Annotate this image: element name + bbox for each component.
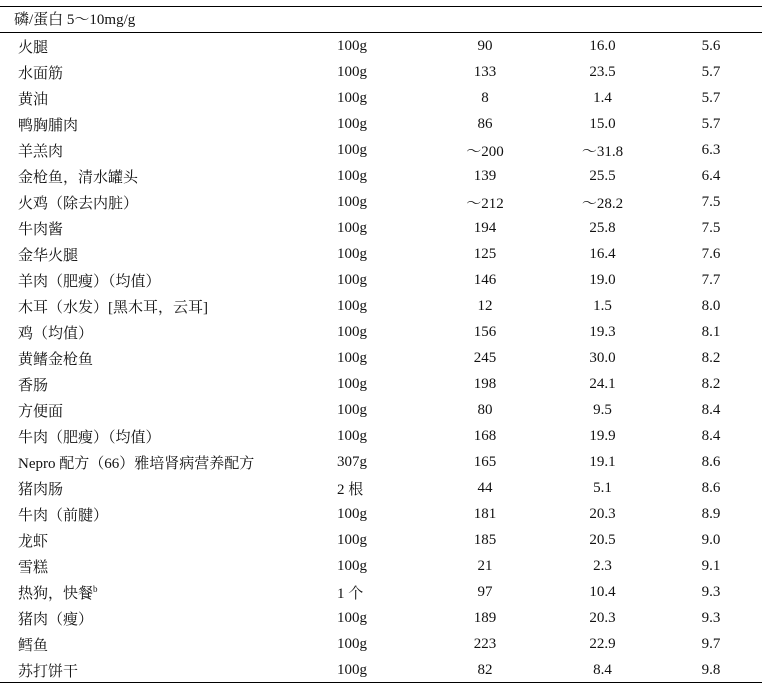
section-header: 磷/蛋白 5～10mg/g (14, 12, 136, 28)
ratio-cell-text: 8.2 (701, 349, 721, 366)
serving-cell-text: 100g (337, 63, 367, 80)
table-row (0, 397, 762, 423)
phosphorus-cell (425, 553, 545, 579)
phosphorus-cell-text: 133 (473, 63, 497, 80)
ratio-cell (660, 267, 762, 293)
phosphorus-cell (425, 241, 545, 267)
phosphorus-cell-text: 245 (473, 349, 497, 366)
food-name-cell (0, 475, 323, 501)
ratio-cell (660, 33, 762, 59)
table-row (0, 657, 762, 683)
serving-cell-text: 100g (337, 427, 367, 444)
table-row (0, 605, 762, 631)
protein-cell-text: 9.5 (593, 401, 612, 418)
food-name-cell-text: 水面筋 (18, 65, 64, 82)
protein-cell-text: 19.0 (589, 271, 616, 288)
phosphorus-cell (425, 657, 545, 683)
food-name-cell-text: 方便面 (18, 403, 64, 420)
ratio-cell (660, 631, 762, 657)
protein-cell-text: ～28.2 (581, 195, 624, 212)
protein-cell (545, 267, 660, 293)
serving-cell (323, 605, 425, 631)
serving-cell (323, 241, 425, 267)
phosphorus-cell-text: 181 (473, 505, 497, 522)
serving-cell (323, 215, 425, 241)
protein-cell (545, 449, 660, 475)
serving-cell-text: 100g (337, 375, 367, 392)
food-name-cell-text: 金华火腿 (18, 247, 79, 264)
protein-cell-text: 19.9 (589, 427, 616, 444)
phosphorus-cell (425, 579, 545, 605)
serving-cell (323, 163, 425, 189)
serving-cell (323, 345, 425, 371)
serving-cell (323, 371, 425, 397)
serving-cell (323, 293, 425, 319)
food-name-cell-text: 鳕鱼 (18, 637, 49, 654)
ratio-cell (660, 293, 762, 319)
ratio-cell (660, 189, 762, 215)
food-name-cell-text: 牛肉酱 (18, 221, 64, 238)
food-name-cell-text: 火腿 (18, 39, 49, 56)
ratio-cell-text: 9.1 (701, 557, 721, 574)
food-name-cell (0, 59, 323, 85)
phosphorus-cell (425, 293, 545, 319)
protein-cell-text: ～31.8 (581, 143, 624, 160)
ratio-cell-text: 9.7 (701, 635, 721, 652)
ratio-cell-text: 5.7 (701, 115, 721, 132)
protein-cell (545, 319, 660, 345)
ratio-cell-text: 8.9 (701, 505, 721, 522)
serving-cell-text: 1 个 (337, 585, 364, 602)
table-row (0, 475, 762, 501)
phosphorus-cell-text: ～200 (466, 143, 504, 160)
protein-cell (545, 111, 660, 137)
serving-cell-text: 100g (337, 531, 367, 548)
serving-cell (323, 475, 425, 501)
ratio-cell (660, 657, 762, 683)
serving-cell-text: 100g (337, 661, 367, 678)
protein-cell-text: 1.5 (593, 297, 612, 314)
ratio-cell-text: 8.2 (701, 375, 721, 392)
ratio-cell (660, 501, 762, 527)
ratio-cell-text: 5.7 (701, 63, 721, 80)
serving-cell (323, 33, 425, 59)
protein-cell (545, 553, 660, 579)
serving-cell-text: 100g (337, 245, 367, 262)
protein-cell-text: 8.4 (593, 661, 612, 678)
serving-cell-text: 307g (337, 453, 367, 470)
food-name-cell-text: 香肠 (18, 377, 49, 394)
table-row (0, 33, 762, 59)
protein-cell (545, 579, 660, 605)
serving-cell-text: 100g (337, 115, 367, 132)
phosphorus-cell (425, 59, 545, 85)
protein-cell-text: 19.1 (589, 453, 616, 470)
protein-cell (545, 293, 660, 319)
serving-cell (323, 449, 425, 475)
serving-cell (323, 527, 425, 553)
food-name-cell (0, 605, 323, 631)
food-name-cell (0, 501, 323, 527)
serving-cell-text: 100g (337, 323, 367, 340)
phosphorus-cell-text: 86 (477, 115, 493, 132)
food-name-cell-text: 猪肉肠 (18, 481, 64, 498)
phosphorus-cell (425, 85, 545, 111)
table-row (0, 579, 762, 605)
protein-cell (545, 475, 660, 501)
serving-cell (323, 189, 425, 215)
table-row (0, 85, 762, 111)
serving-cell-text: 100g (337, 635, 367, 652)
phosphorus-cell-text: 44 (477, 479, 493, 496)
food-name-cell-text: 龙虾 (18, 533, 49, 550)
protein-cell-text: 10.4 (589, 583, 616, 600)
ratio-cell (660, 85, 762, 111)
serving-cell-text: 100g (337, 271, 367, 288)
protein-cell (545, 241, 660, 267)
serving-cell-text: 100g (337, 557, 367, 574)
table-row (0, 163, 762, 189)
table-top-rule (0, 6, 762, 7)
protein-cell-text: 1.4 (593, 89, 612, 106)
ratio-cell (660, 215, 762, 241)
serving-cell-text: 100g (337, 401, 367, 418)
phosphorus-cell-text: 97 (477, 583, 493, 600)
serving-cell (323, 423, 425, 449)
protein-cell (545, 163, 660, 189)
phosphorus-cell (425, 267, 545, 293)
protein-cell (545, 189, 660, 215)
table-row (0, 267, 762, 293)
protein-cell-text: 20.3 (589, 505, 616, 522)
food-name-cell (0, 631, 323, 657)
food-name-cell (0, 345, 323, 371)
food-name-cell-text: 羊肉（肥瘦）（均值） (18, 273, 161, 290)
ratio-cell (660, 163, 762, 189)
serving-cell (323, 501, 425, 527)
phosphorus-cell (425, 371, 545, 397)
phosphorus-cell (425, 163, 545, 189)
ratio-cell-text: 7.6 (701, 245, 721, 262)
food-name-cell (0, 553, 323, 579)
serving-cell-text: 100g (337, 167, 367, 184)
table-bottom-rule (0, 682, 762, 683)
protein-cell (545, 345, 660, 371)
food-name-cell-text: 黄油 (18, 91, 49, 108)
ratio-cell-text: 8.4 (701, 401, 721, 418)
ratio-cell (660, 579, 762, 605)
phosphorus-cell-text: 194 (473, 219, 497, 236)
food-name-cell-text: 牛肉（肥瘦）（均值） (18, 429, 161, 446)
footnote-marker: b (93, 583, 98, 594)
phosphorus-cell-text: 165 (473, 453, 497, 470)
food-name-cell-text: 火鸡（除去内脏） (18, 195, 139, 212)
ratio-cell (660, 605, 762, 631)
ratio-cell (660, 319, 762, 345)
ratio-cell (660, 111, 762, 137)
phosphorus-cell-text: 156 (473, 323, 497, 340)
phosphorus-cell-text: 82 (477, 661, 493, 678)
protein-cell-text: 22.9 (589, 635, 616, 652)
table-row (0, 631, 762, 657)
ratio-cell (660, 475, 762, 501)
phosphorus-cell (425, 631, 545, 657)
ratio-cell (660, 397, 762, 423)
serving-cell-text: 100g (337, 297, 367, 314)
serving-cell (323, 85, 425, 111)
ratio-cell-text: 7.5 (701, 193, 721, 210)
serving-cell (323, 579, 425, 605)
food-name-cell (0, 579, 323, 605)
ratio-cell (660, 423, 762, 449)
ratio-cell-text: 8.6 (701, 453, 721, 470)
phosphorus-cell-text: 189 (473, 609, 497, 626)
table-row (0, 553, 762, 579)
serving-cell-text: 100g (337, 609, 367, 626)
table-row (0, 527, 762, 553)
table-row (0, 189, 762, 215)
table-body (0, 33, 762, 683)
ratio-cell-text: 8.0 (701, 297, 721, 314)
food-name-cell (0, 319, 323, 345)
phosphorus-cell-text: 146 (473, 271, 497, 288)
protein-cell (545, 215, 660, 241)
food-name-cell (0, 189, 323, 215)
protein-cell (545, 59, 660, 85)
phosphorus-cell-text: 90 (477, 37, 493, 54)
ratio-cell-text: 5.7 (701, 89, 721, 106)
phosphorus-cell (425, 111, 545, 137)
food-name-cell-text: 黄鳍金枪鱼 (18, 351, 94, 368)
ratio-cell-text: 6.3 (701, 141, 721, 158)
serving-cell (323, 553, 425, 579)
table-row (0, 293, 762, 319)
serving-cell-text: 100g (337, 349, 367, 366)
ratio-cell-text: 5.6 (701, 37, 721, 54)
phosphorus-cell (425, 501, 545, 527)
food-name-cell (0, 85, 323, 111)
phosphorus-cell (425, 189, 545, 215)
protein-cell (545, 423, 660, 449)
phosphorus-cell-text: 21 (477, 557, 493, 574)
phosphorus-cell (425, 423, 545, 449)
table-row (0, 449, 762, 475)
serving-cell (323, 267, 425, 293)
food-name-cell-text: 金枪鱼，清水罐头 (18, 169, 139, 186)
phosphorus-cell-text: 185 (473, 531, 497, 548)
table-row (0, 371, 762, 397)
ratio-cell (660, 345, 762, 371)
serving-cell-text: 100g (337, 219, 367, 236)
serving-cell (323, 631, 425, 657)
table-row (0, 319, 762, 345)
table-row (0, 215, 762, 241)
phosphorus-cell (425, 137, 545, 163)
phosphorus-cell-text: 8 (481, 89, 489, 106)
table-row (0, 241, 762, 267)
phosphorus-cell (425, 319, 545, 345)
serving-cell-text: 2 根 (337, 481, 364, 498)
food-name-cell-text: 羊羔肉 (18, 143, 64, 160)
ratio-cell (660, 371, 762, 397)
protein-cell-text: 25.5 (589, 167, 616, 184)
table-row (0, 501, 762, 527)
serving-cell-text: 100g (337, 37, 367, 54)
table-row (0, 59, 762, 85)
ratio-cell-text: 7.7 (701, 271, 721, 288)
serving-cell (323, 59, 425, 85)
serving-cell (323, 137, 425, 163)
ratio-cell (660, 59, 762, 85)
ratio-cell (660, 241, 762, 267)
food-name-cell-text: 鸡（均值） (18, 325, 94, 342)
protein-cell (545, 657, 660, 683)
food-name-cell (0, 215, 323, 241)
food-name-cell (0, 267, 323, 293)
food-name-cell (0, 137, 323, 163)
phosphorus-cell (425, 215, 545, 241)
ratio-cell-text: 8.1 (701, 323, 721, 340)
food-name-cell-text: 苏打饼干 (18, 663, 79, 680)
food-name-cell-text: 牛肉（前腱） (18, 507, 109, 524)
food-name-cell-text: 雪糕 (18, 559, 49, 576)
food-phosphorus-table (0, 33, 762, 683)
phosphorus-cell-text: 125 (473, 245, 497, 262)
serving-cell (323, 319, 425, 345)
protein-cell (545, 85, 660, 111)
phosphorus-cell-text: 198 (473, 375, 497, 392)
food-name-cell (0, 371, 323, 397)
ratio-cell-text: 9.3 (701, 583, 721, 600)
protein-cell-text: 20.5 (589, 531, 616, 548)
table-row (0, 345, 762, 371)
phosphorus-cell (425, 449, 545, 475)
table-row (0, 137, 762, 163)
phosphorus-cell (425, 345, 545, 371)
food-name-cell-text: 热狗，快餐 (18, 585, 94, 602)
serving-cell-text: 100g (337, 505, 367, 522)
ratio-cell-text: 9.0 (701, 531, 721, 548)
table-row (0, 423, 762, 449)
phosphorus-cell-text: ～212 (466, 195, 504, 212)
protein-cell-text: 25.8 (589, 219, 616, 236)
food-name-cell (0, 163, 323, 189)
protein-cell-text: 5.1 (593, 479, 612, 496)
protein-cell (545, 137, 660, 163)
food-name-cell (0, 241, 323, 267)
ratio-cell-text: 8.6 (701, 479, 721, 496)
ratio-cell-text: 8.4 (701, 427, 721, 444)
protein-cell-text: 2.3 (593, 557, 612, 574)
food-name-cell (0, 657, 323, 683)
serving-cell (323, 397, 425, 423)
protein-cell-text: 19.3 (589, 323, 616, 340)
food-name-cell (0, 33, 323, 59)
food-name-cell (0, 111, 323, 137)
food-name-cell (0, 423, 323, 449)
ratio-cell (660, 449, 762, 475)
phosphorus-cell-text: 168 (473, 427, 497, 444)
protein-cell (545, 371, 660, 397)
table-row (0, 111, 762, 137)
protein-cell (545, 527, 660, 553)
serving-cell-text: 100g (337, 89, 367, 106)
phosphorus-cell (425, 33, 545, 59)
phosphorus-cell-text: 223 (473, 635, 497, 652)
serving-cell-text: 100g (337, 193, 367, 210)
serving-cell (323, 657, 425, 683)
serving-cell (323, 111, 425, 137)
food-name-cell (0, 449, 323, 475)
food-name-cell (0, 527, 323, 553)
phosphorus-cell (425, 605, 545, 631)
protein-cell-text: 15.0 (589, 115, 616, 132)
protein-cell (545, 631, 660, 657)
food-name-cell-text: 木耳（水发）[黑木耳，云耳] (18, 299, 208, 316)
ratio-cell (660, 137, 762, 163)
protein-cell (545, 33, 660, 59)
protein-cell-text: 16.4 (589, 245, 616, 262)
phosphorus-cell-text: 12 (477, 297, 493, 314)
food-name-cell (0, 293, 323, 319)
food-name-cell-text: 鸭胸脯肉 (18, 117, 79, 134)
protein-cell-text: 16.0 (589, 37, 616, 54)
ratio-cell (660, 553, 762, 579)
protein-cell-text: 30.0 (589, 349, 616, 366)
protein-cell (545, 605, 660, 631)
protein-cell-text: 23.5 (589, 63, 616, 80)
serving-cell-text: 100g (337, 141, 367, 158)
ratio-cell-text: 9.8 (701, 661, 721, 678)
protein-cell (545, 501, 660, 527)
phosphorus-cell (425, 475, 545, 501)
ratio-cell-text: 6.4 (701, 167, 721, 184)
protein-cell-text: 24.1 (589, 375, 616, 392)
food-name-cell-text: Nepro 配方（66）雅培肾病营养配方 (18, 455, 255, 472)
food-name-cell (0, 397, 323, 423)
phosphorus-cell (425, 397, 545, 423)
protein-cell (545, 397, 660, 423)
phosphorus-cell (425, 527, 545, 553)
phosphorus-cell-text: 80 (477, 401, 493, 418)
protein-cell-text: 20.3 (589, 609, 616, 626)
ratio-cell-text: 9.3 (701, 609, 721, 626)
food-name-cell-text: 猪肉（瘦） (18, 611, 94, 628)
phosphorus-cell-text: 139 (473, 167, 497, 184)
ratio-cell (660, 527, 762, 553)
ratio-cell-text: 7.5 (701, 219, 721, 236)
